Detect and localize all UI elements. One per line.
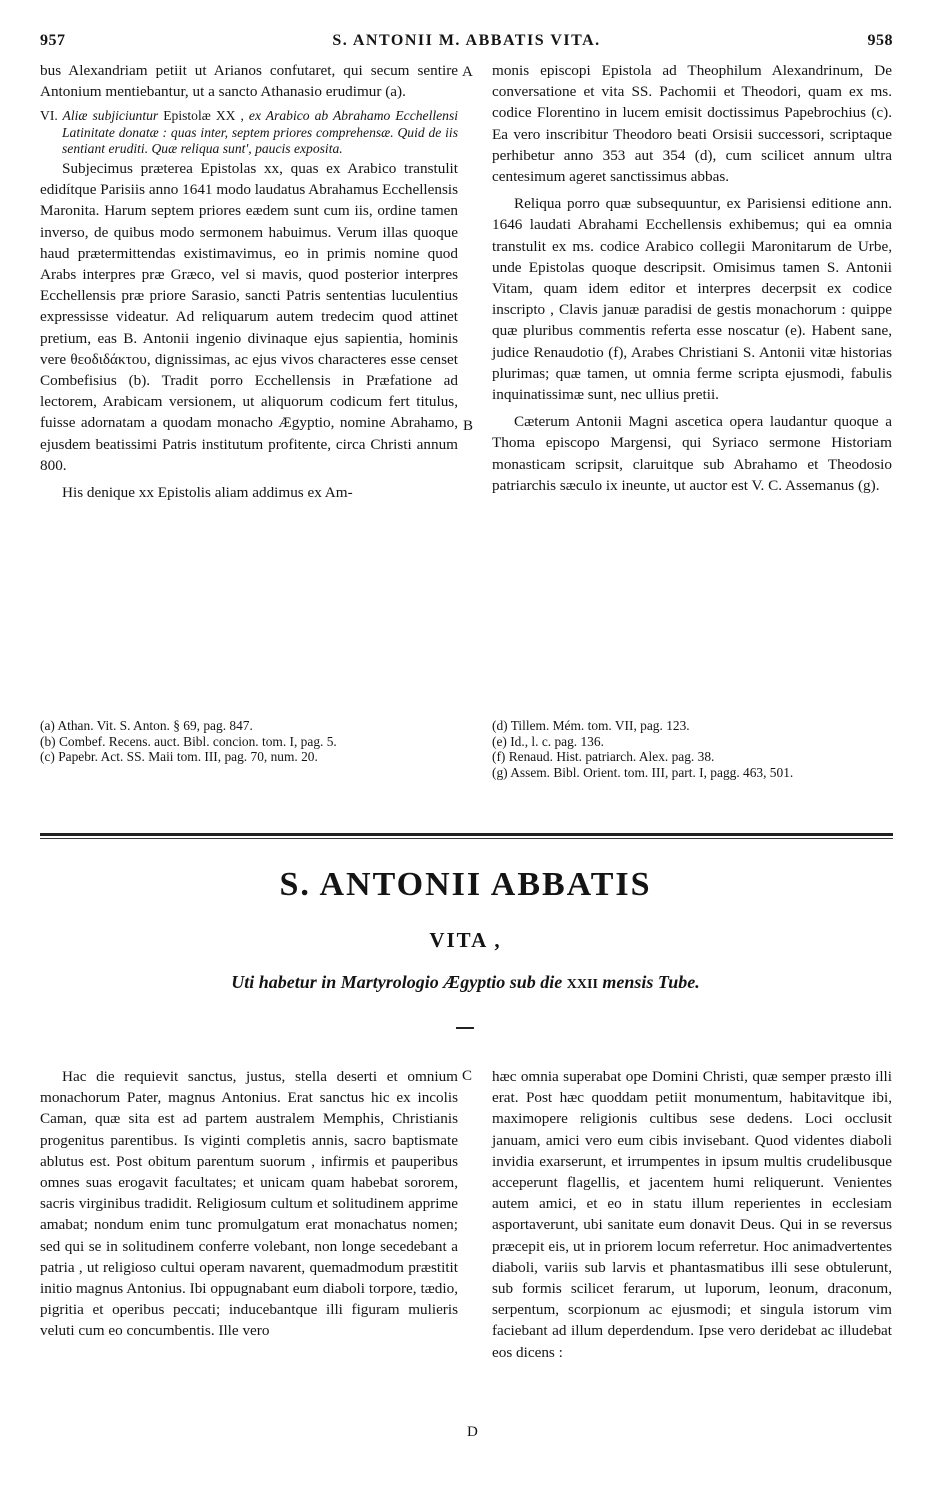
margin-mark-a: A	[462, 64, 473, 80]
footnote: (b) Combef. Recens. auct. Bibl. concion. tom. I, pag. 5.	[40, 733, 337, 749]
paragraph: monis episcopi Epistola ad Theophilum Alexandrinum, De conversatione et vita SS. Pachomii et Theodori, quam ex ms. codice Florentino in lucem emisit doctissimus Papebrochius (c). Ea vero inscribitur Theodoro beati Orsisii successori, scriptaque perhibetur anno 353 aut 354 (d), cum scilicet annum ultra centesimum ageret sanctissimus abbas.	[492, 62, 892, 186]
footnote: (g) Assem. Bibl. Orient. tom. III, part. I, pagg. 463, 501.	[492, 764, 794, 780]
ornament-dash	[456, 1027, 474, 1029]
footnotes-right	[492, 718, 892, 780]
section-rule	[40, 833, 893, 836]
footnote: (c) Papebr. Act. SS. Maii tom. III, pag. 70, num. 20.	[40, 749, 318, 764]
footnotes-left	[40, 718, 458, 765]
paragraph: Cæterum Antonii Magni ascetica opera laudantur quoque a Thoma episcopo Margensi, qui Syriaco sermone Historiam monasticam scripsit, claruitque sub Abrahamo et Theodosio patriarchis sæculo ix ineunte, ut auctor est V. C. Assemanus (g).	[492, 413, 892, 494]
paragraph: bus Alexandriam petiit ut Arianos confutaret, qui secum sentire Antonium mentiebantur, ut a sancto Athanasio erudimur (a).	[40, 62, 458, 101]
summary-part: ex Arabico ab Abrahamo Ecchellensi Latinitate donatæ : quas inter, septem priores comprehensæ. Quid de iis sentiant eruditi. Quæ reliqua sunt', paucis exposita.	[62, 108, 459, 157]
summary-part: Aliæ subjiciuntur	[62, 108, 159, 124]
caption-part: mensis Tube.	[602, 972, 700, 992]
summary-part: Epistolæ XX ,	[163, 108, 244, 124]
top-left-column	[40, 60, 458, 503]
bottom-right-column	[492, 1066, 892, 1363]
section-title: S. ANTONII ABBATIS	[279, 866, 652, 903]
margin-mark-c: C	[462, 1068, 473, 1084]
running-title: S. ANTONII M. ABBATIS VITA.	[332, 32, 601, 49]
margin-mark-d: D	[467, 1424, 478, 1440]
running-head	[40, 32, 893, 56]
footnote: (e) Id., l. c. pag. 136.	[492, 733, 604, 749]
section-rule-thin	[40, 838, 893, 839]
page-number-left: 957	[40, 32, 66, 49]
caption-day-number: XXII	[566, 977, 598, 992]
top-right-column	[492, 60, 892, 496]
caption-part: Uti habetur in Martyrologio Ægyptio sub die	[231, 972, 563, 992]
footnote: (f) Renaud. Hist. patriarch. Alex. pag. 38.	[492, 749, 715, 764]
page-number-right: 958	[867, 32, 893, 49]
paragraph: His denique xx Epistolis aliam addimus ex Am-	[62, 483, 353, 501]
section-subtitle: VITA ,	[429, 928, 502, 952]
paragraph: hæc omnia superabat ope Domini Christi, quæ semper præsto illi erat. Post hæc quoddam petiit monumentum, habitavitque ibi, maximopere religionis cultibus sese dedens. Loci occlusit januam, amici vero eum cibis invisebant. Quod videntes diaboli invidia exarserunt, et irrumpentes in ipsum multis crudelibusque acceperunt flagellis, et jacentem humi reliquerunt. Venientes autem amici, et eo in statu illum reperientes in ecclesiam asportaverunt, ubi sanitate eum donavit Deus. Qui in se reversus præcepit eis, ut in priorem locum referretur. Hoc animadvertentes diaboli, variis sub larvis et phantasmatibus illi sese obtulerunt, sub formis scilicet ferarum, ut luporum, leonum, draconum, serpentum, scorpionum ac ejusmodi; et singula istorum vim faciebant ad illum deperdendum. Ipse vero deridebat ac illudebat eos dicens :	[492, 1068, 892, 1361]
section-number: VI.	[40, 108, 58, 124]
paragraph: Subjecimus præterea Epistolas xx, quas ex Arabico transtulit edidítque Parisiis anno 1641 modo laudatus Abrahamus Ecchellensis Maronita. Harum septem priores eædem sunt cum iis, ordine tamen inverso, de quibus modo sermonem habuimus. Verum illas quoque haud prætermittendas existimavimus, eo in primis nomine quod Arabs interpres præ Græco, vel si mavis, quod posterior interpres Ecchellensis præ priore Sarasio, sancti Patris sententias luculentius expressisse videatur. Ad reliquarum autem tredecim quod attinet pretium, eas B. Antonii ingenio divinaque ejus sapientia, hominis vere θεοδιδάκτου, dignissimas, ac ejus vivos characteres esse censet Combefisius (b). Tradit porro Ecchellensis in Præfatione ad lectorem, Arabicam versionem, ut aliquorum codicum fert titulus, fuisse adornatam a quodam monacho Ægyptio, nomine Abrahamo, ejusdem beatissimi Patris institutum profitente, circa Christi annum 800.	[40, 159, 459, 474]
section-summary	[40, 108, 458, 158]
paragraph: Hac die requievit sanctus, justus, stella deserti et omnium monachorum Pater, magnus Antonius. Erat sanctus hic ex incolis Caman, quæ sita est ad partem australem Memphis, Christianis progenitus parentibus. Is viginti completis annis, sacro baptismate ablutus est. Post obitum parentum suorum , infirmis et pauperibus omnes suas erogavit facultates; et unicam quam habebat sororem, sacris virginibus tradidit. Religiosum cultum et solitudinem apprime amabat; nondum enim tunc promulgatum erat monachatus nomen; sed qui se in solitudinem conferre volebant, non longe secedebant a patria , ut religioso cultui operam navarent, quemadmodum præstitit initio magnus Antonius. Ibi oppugnabant eum diaboli torpore, tædio, pigritia et operibus peccati; inducebantque illi figuram mulieris veluti cum eo concumbentis. Ille vero	[40, 1068, 458, 1340]
bottom-left-column	[40, 1066, 458, 1342]
margin-mark-b: B	[463, 418, 474, 434]
footnote: (d) Tillem. Mém. tom. VII, pag. 123.	[492, 718, 690, 733]
paragraph: Reliqua porro quæ subsequuntur, ex Parisiensi editione ann. 1646 laudati Abrahami Ecchellensis exhibemus; qui ea omnia transtulit ex ms. codice Arabico collegii Maronitarum de Urbe, unde Epistolas quoque descripsit. Omisimus tamen S. Antonii Vitam, quam idem editor et interpres decerpsit ex codice inscripto , Clavis januæ paradisi de gestis monachorum : quippe quæ pluribus commentis referta esse noscatur (e). Habent sane, judice Renaudotio (f), Arabes Christiani S. Antonii vitæ historias plurimas; quæ tamen, ut omnia ferme scripta ejusmodi, fabulis inquinatissimæ sunt, nec ullius pretii.	[492, 195, 892, 404]
section-caption	[0, 972, 931, 993]
footnote: (a) Athan. Vit. S. Anton. § 69, pag. 847.	[40, 718, 253, 733]
